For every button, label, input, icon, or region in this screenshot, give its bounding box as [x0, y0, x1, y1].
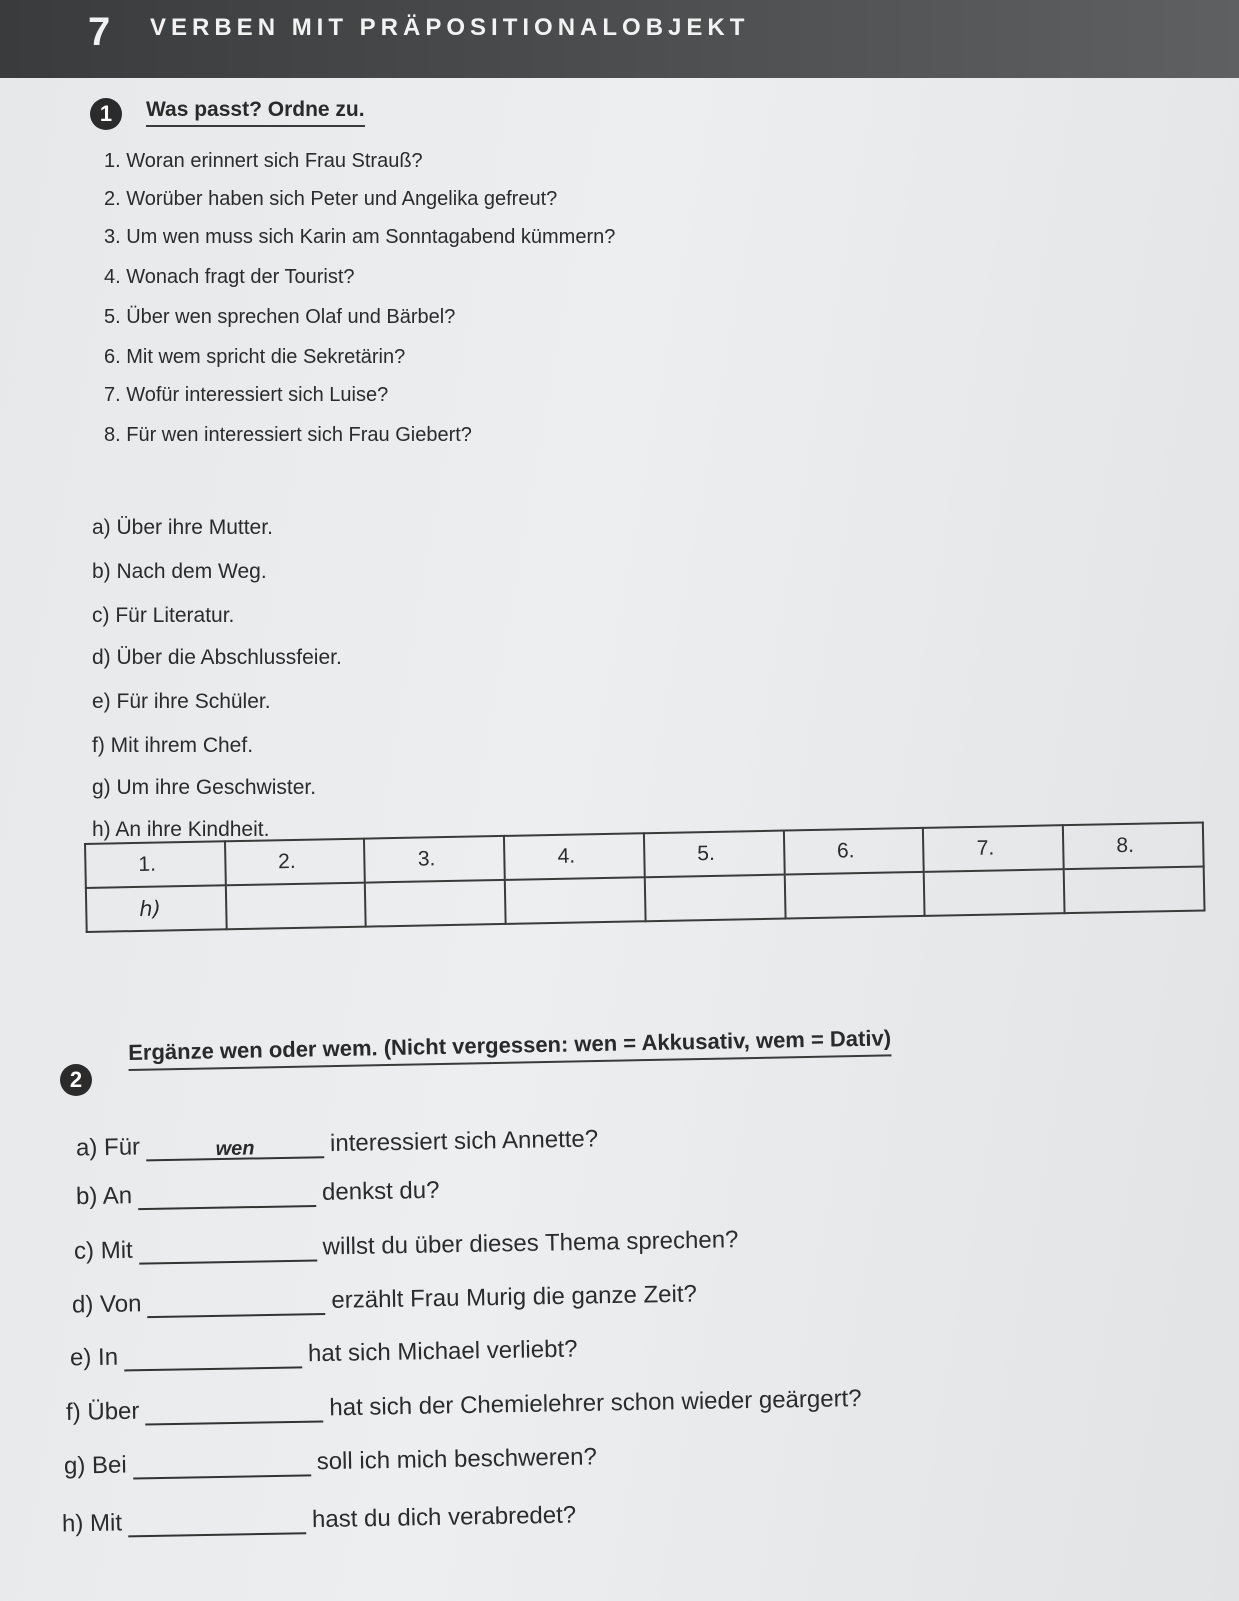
answer-b: b) Nach dem Weg.	[92, 560, 267, 583]
exercise-1-title: Was passt? Ordne zu.	[146, 98, 365, 127]
question-4: 4. Wonach fragt der Tourist?	[104, 266, 355, 288]
grid-answer-cell[interactable]: h)	[86, 885, 227, 932]
fill-item-suffix: hast du dich verabredet?	[311, 1501, 577, 1534]
fill-item-g	[64, 1443, 597, 1480]
answer-c: c) Für Literatur.	[92, 604, 235, 627]
grid-answer-cell[interactable]	[226, 883, 367, 930]
grid-answer-cell[interactable]	[1064, 867, 1205, 914]
answer-a: a) Über ihre Mutter.	[92, 516, 273, 539]
fill-item-suffix: soll ich mich beschweren?	[316, 1443, 598, 1476]
fill-item-prefix: e) In	[69, 1343, 119, 1372]
question-2: 2. Worüber haben sich Peter und Angelika gefreut?	[104, 188, 558, 210]
grid-header-cell: 5.	[644, 831, 785, 878]
fill-item-prefix: g) Bei	[63, 1451, 127, 1480]
fill-blank[interactable]	[138, 1236, 316, 1265]
fill-item-prefix: f) Über	[65, 1397, 140, 1426]
fill-blank[interactable]	[145, 1396, 323, 1425]
fill-blank[interactable]	[147, 1289, 325, 1318]
fill-item-prefix: d) Von	[71, 1290, 142, 1319]
fill-item-prefix: a) Für	[75, 1133, 141, 1162]
grid-header-cell: 2.	[225, 839, 366, 886]
chapter-number: 7	[88, 10, 111, 54]
chapter-title: VERBEN MIT PRÄPOSITIONALOBJEKT	[150, 14, 750, 41]
fill-item-suffix: erzählt Frau Murig die ganze Zeit?	[331, 1280, 698, 1314]
grid-header-cell: 6.	[784, 828, 925, 875]
grid-answer-cell[interactable]	[365, 880, 506, 927]
exercise-2-title: Ergänze wen oder wem. (Nicht vergessen: wen = Akkusativ, wem = Dativ)	[128, 1025, 891, 1071]
grid-header-cell: 3.	[364, 836, 505, 883]
grid-answer-cell[interactable]	[645, 875, 786, 922]
fill-item-suffix: hat sich Michael verliebt?	[307, 1335, 578, 1368]
fill-item-a	[76, 1125, 599, 1162]
fill-item-c	[74, 1226, 739, 1266]
exercise-1-badge: 1	[90, 98, 122, 130]
grid-answer-cell[interactable]	[505, 877, 646, 924]
fill-item-d	[72, 1281, 697, 1320]
question-5: 5. Über wen sprechen Olaf und Bärbel?	[104, 306, 456, 328]
answer-f: f) Mit ihrem Chef.	[92, 734, 254, 757]
fill-blank[interactable]	[138, 1181, 316, 1210]
fill-item-suffix: willst du über dieses Thema sprechen?	[322, 1226, 739, 1261]
question-6: 6. Mit wem spricht die Sekretärin?	[104, 346, 406, 368]
answer-h: h) An ihre Kindheit.	[92, 818, 270, 841]
fill-blank[interactable]	[146, 1132, 324, 1161]
question-8: 8. Für wen interessiert sich Frau Giebert?	[104, 424, 472, 446]
question-7: 7. Wofür interessiert sich Luise?	[104, 384, 389, 406]
fill-item-prefix: b) An	[75, 1182, 133, 1211]
answer-g: g) Um ihre Geschwister.	[92, 776, 317, 799]
grid-answer-cell[interactable]	[924, 869, 1065, 916]
grid-header-cell: 4.	[504, 833, 645, 880]
fill-blank[interactable]	[124, 1342, 302, 1371]
fill-item-prefix: c) Mit	[73, 1236, 133, 1265]
fill-item-suffix: hat sich der Chemielehrer schon wieder geärgert?	[329, 1385, 862, 1422]
chapter-header	[0, 0, 1239, 78]
grid-header-cell: 1.	[85, 841, 226, 888]
fill-blank[interactable]	[128, 1508, 306, 1537]
grid-header-cell: 7.	[923, 825, 1064, 872]
question-1: 1. Woran erinnert sich Frau Strauß?	[104, 150, 423, 172]
fill-item-b	[76, 1177, 440, 1211]
fill-item-suffix: interessiert sich Annette?	[329, 1125, 599, 1158]
grid-header-cell: 8.	[1063, 823, 1204, 870]
question-3: 3. Um wen muss sich Karin am Sonntagabend kümmern?	[104, 226, 616, 248]
fill-blank[interactable]	[133, 1450, 311, 1479]
fill-item-prefix: h) Mit	[61, 1509, 123, 1538]
grid-answer-cell[interactable]	[784, 872, 925, 919]
fill-item-f	[66, 1385, 862, 1427]
filled-answer: wen	[215, 1137, 255, 1161]
fill-item-h	[62, 1502, 577, 1539]
fill-item-suffix: denkst du?	[321, 1176, 440, 1206]
answer-d: d) Über die Abschlussfeier.	[92, 646, 342, 669]
fill-item-e	[70, 1336, 578, 1373]
answer-e: e) Für ihre Schüler.	[92, 690, 271, 713]
exercise-2-badge: 2	[60, 1064, 92, 1096]
